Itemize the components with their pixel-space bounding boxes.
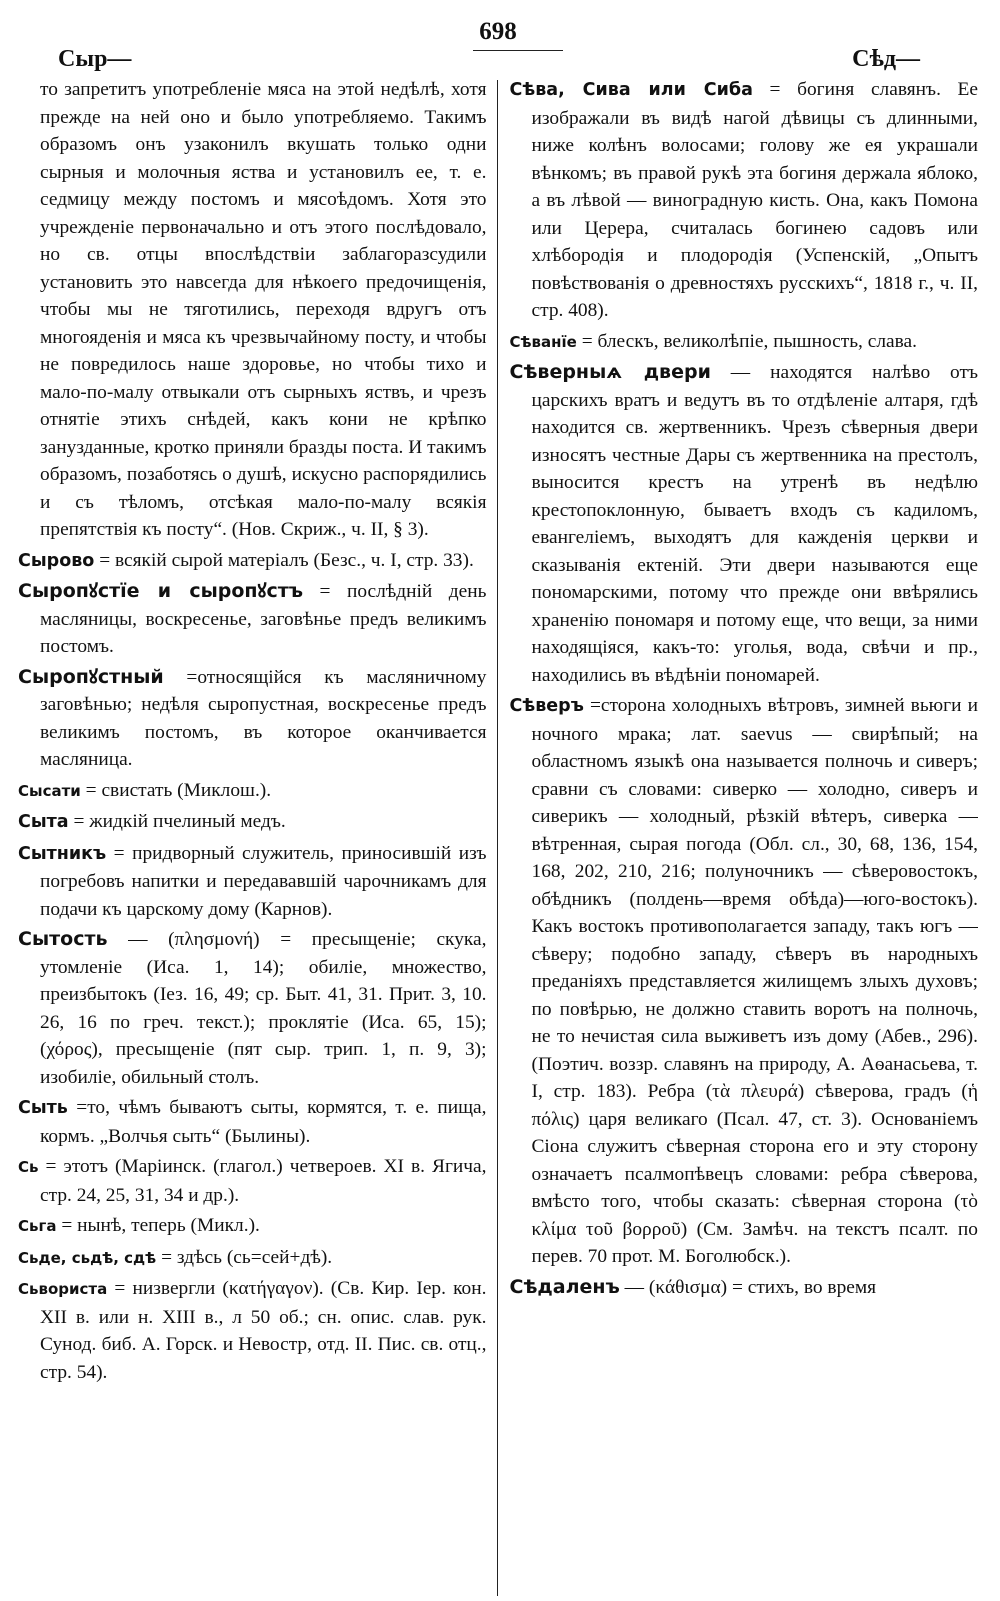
- left-column: [18, 76, 497, 1596]
- entry-text: = всякій сырой матеріалъ (Безс., ч. I, стр. 33).: [99, 549, 474, 571]
- entry-headword: Сыропꙋстїе и сыропꙋстъ: [18, 580, 304, 602]
- entry: [18, 76, 487, 544]
- entry-headword: Сѣдаленъ: [509, 1275, 620, 1298]
- entry: [18, 777, 487, 806]
- entry-headword: Сыропꙋстный: [18, 665, 164, 688]
- entry-headword: Сь: [18, 1158, 39, 1176]
- entry-text: =относящійся къ масляничному заговѣнью; недѣля сыропустная, воскресенье предъ великимъ постомъ, въ которое оканчивается масляница.: [40, 666, 487, 770]
- entry-headword: Сьвориста: [18, 1280, 108, 1298]
- right-column: [498, 76, 979, 1596]
- entry-text: — (πλησμονή) = пресыщеніе; скука, утомленіе (Иса. 1, 14); обиліе, множество, преизбытокъ (Іез. 16, 49; ср. Быт. 41, 31. Прит. 3, 10. 26, 16 по греч. текст.); проклятіе (Иса. 65, 15); (χόρος), пресыщеніе (пят сыр. трип. 1, п. 9, 3); изобиліе, обильный столъ.: [40, 929, 487, 1088]
- entry-text: = здѣсь (сь=сей+дѣ).: [161, 1246, 333, 1268]
- header-left-guideword: Сыр—: [58, 46, 132, 72]
- entry-headword: Сытость: [18, 928, 108, 950]
- header-right-guideword: Сѣд—: [852, 46, 920, 72]
- entry-headword: Сѣва, Сива или Сиба: [509, 80, 753, 100]
- entry-headword: Сѣванїе: [509, 332, 577, 351]
- entry-headword: Сьга: [18, 1217, 57, 1235]
- entry: [18, 578, 487, 661]
- entry-headword: Сытникъ: [18, 843, 107, 864]
- entry: [510, 76, 979, 325]
- entry: [510, 359, 979, 689]
- entry-headword: Сѣверныѧ двери: [509, 361, 711, 383]
- entry: [18, 1212, 487, 1241]
- entry-text: = блескъ, великолѣпіе, пышность, слава.: [581, 330, 917, 352]
- entry-headword: Сыть: [18, 1098, 68, 1118]
- entry-text: = послѣдній день масляницы, воскресенье, заговѣнье предъ великимъ постомъ.: [40, 581, 487, 657]
- entry: [18, 1244, 487, 1273]
- page-header: [18, 10, 978, 76]
- entry: [18, 1275, 487, 1386]
- entry-text: =сторона холодныхъ вѣтровъ, зимней вьюги и ночного мрака; лат. saevus — свирѣпый; на областномъ языкѣ она называется полночь и сиверъ; сравни съ словами: сиверко — холодно, сиверъ и сиверикъ — холодный, рѣзкій вѣтеръ, сиверка — вѣтренная, сырая погода (Обл. сл., 30, 68, 136, 154, 168, 202, 210, 216; полуночникъ — сѣверовостокъ, обѣдникъ (полдень—время обѣда)—юго-востокъ). Какъ востокъ противополагается западу, такъ югъ — сѣверу; подобно западу, сѣверъ въ народныхъ преданіяхъ представляется жилищемъ злыхъ духовъ; по повѣрью, не должно ставить воротъ на полночь, не то нечистая сила выживетъ изъ дому (Абев., 296). (Поэтич. воззр. славянъ на природу, А. Аѳанасьева, т. I, стр. 183). Ребра (τὰ πλευρά) сѣверова, градъ (ἡ πόλις) царя великаго (Псал. 47, ст. 3). Основаніемъ Сіона служитъ сѣверная сторона его и эту сторону означаетъ псалмопѣвецъ словами: ребра сѣверова, вмѣсто того, чтобы сказать: сѣверная сторона (τὸ κλίμα τοῦ βορροῦ) (См. Замѣч. на текстъ псалт. по перев. 70 прот. М. Боголюбск.).: [531, 695, 978, 1267]
- entry: [18, 664, 487, 774]
- entry-headword: Сырово: [18, 550, 95, 571]
- entry-headword: Сѣверъ: [509, 696, 584, 716]
- entry: [18, 1153, 487, 1209]
- entry-text: — находятся налѣво отъ царскихъ вратъ и ведутъ въ то отдѣленіе алтаря, гдѣ находится св. жертвенникъ. Чрезъ сѣверныя двери износятъ честные Дары съ жертвенника на престолъ, выносится крестъ на утренѣ въ недѣлю крестопоклонную, бываетъ входъ съ кадиломъ, евангеліемъ, выходятъ для кажденія церкви и сказыванія ектеній. Эти двери называются еще пономарскими, потому что прежде они ввѣрялись храненію пономаря и потому еще, что вещи, за ними находящіяся, какъ-то: уголья, вода, свѣчи и пр., находились въ вѣдѣніи пономарей.: [531, 362, 978, 686]
- entry-text: = нынѣ, теперь (Микл.).: [61, 1215, 260, 1236]
- entry: [18, 808, 487, 837]
- entry-text: = свистать (Миклош.).: [85, 779, 272, 801]
- page-number: 698: [479, 18, 517, 45]
- entry-text: = жидкій пчелиный медъ.: [73, 811, 286, 832]
- entry-text: = низвергли (κατήγαγον). (Св. Кир. Іер. кон. XII в. или н. XIII в., л 50 об.; сн. опис. слав. рук. Сунод. биб. А. Горск. и Невостр, отд. II. Пис. св. отц., стр. 54).: [40, 1278, 487, 1383]
- entry: [510, 692, 979, 1271]
- entry: [18, 840, 487, 924]
- entry-text: то запретитъ употребленіе мяса на этой недѣлѣ, хотя прежде на ней оно и было употребляемо. Такимъ образомъ онъ узаконилъ вкушать только одни сырныя и молочныя яства и установилъ ее, т. е. седмицу между постомъ и мясоѣдомъ. Хотя это учрежденіе первоначально и отъ этого послѣдовало, но св. отцы впослѣдствіи заблагоразсудили установить это навсегда для нѣкоего предочищенія, чтобы мы не тяготились, переходя вдругъ отъ многояденія и мяса къ чрезвычайному посту, и чтобы не повредилось наше здоровье, но чтобы тихо и мало-по-малу отвыкали отъ сырныхъ яствъ, и чрезъ отнятіе этихъ снѣдей, какъ кони не крѣпко занузданные, кротко приняли бразды поста. И такимъ образомъ, позаботясь о душѣ, искусно распорядились и съ тѣломъ, отсѣкая мало-по-малу всякія препятствія къ посту“. (Нов. Скриж., ч. II, § 3).: [40, 79, 487, 540]
- entry-text: = богиня славянъ. Ее изображали въ видѣ нагой дѣвицы съ длинными, ниже колѣнъ волосами; голову же ея украшали вѣнкомъ; въ правой рукѣ эта богиня держала яблоко, а въ лѣвой — виноградную кисть. Она, какъ Помона или Церера, считалась богинею садовъ или хлѣбородія и плодородія (Успенскій, „Опытъ повѣствованія о древностяхъ русскихъ“, 1818 г., ч. II, стр. 408).: [531, 79, 978, 321]
- entry-text: = придворный служитель, приносившій изъ погребовъ напитки и передававшій чарочникамъ для подачи къ царскому дому (Карнов).: [40, 842, 487, 920]
- entry: [510, 328, 979, 357]
- entry-headword: Сыта: [18, 812, 69, 832]
- entry-text: = этотъ (Маріинск. (глагол.) четвероев. XI в. Ягича, стр. 24, 25, 31, 34 и др.).: [40, 1156, 487, 1206]
- entry-headword: Сьде, сьдѣ, сдѣ: [18, 1248, 157, 1267]
- entry: [18, 926, 487, 1091]
- entry-text: =то, чѣмъ бываютъ сыты, кормятся, т. е. пища, кормъ. „Волчья сыть“ (Былины).: [40, 1097, 487, 1147]
- entry-headword: Сысати: [18, 781, 81, 800]
- header-rule: [473, 50, 563, 51]
- entry: [18, 547, 487, 576]
- entry: [510, 1274, 979, 1302]
- columns: [18, 76, 978, 1596]
- entry-text: — (κάθισμα) = стихъ, во время: [624, 1276, 877, 1298]
- entry: [18, 1094, 487, 1150]
